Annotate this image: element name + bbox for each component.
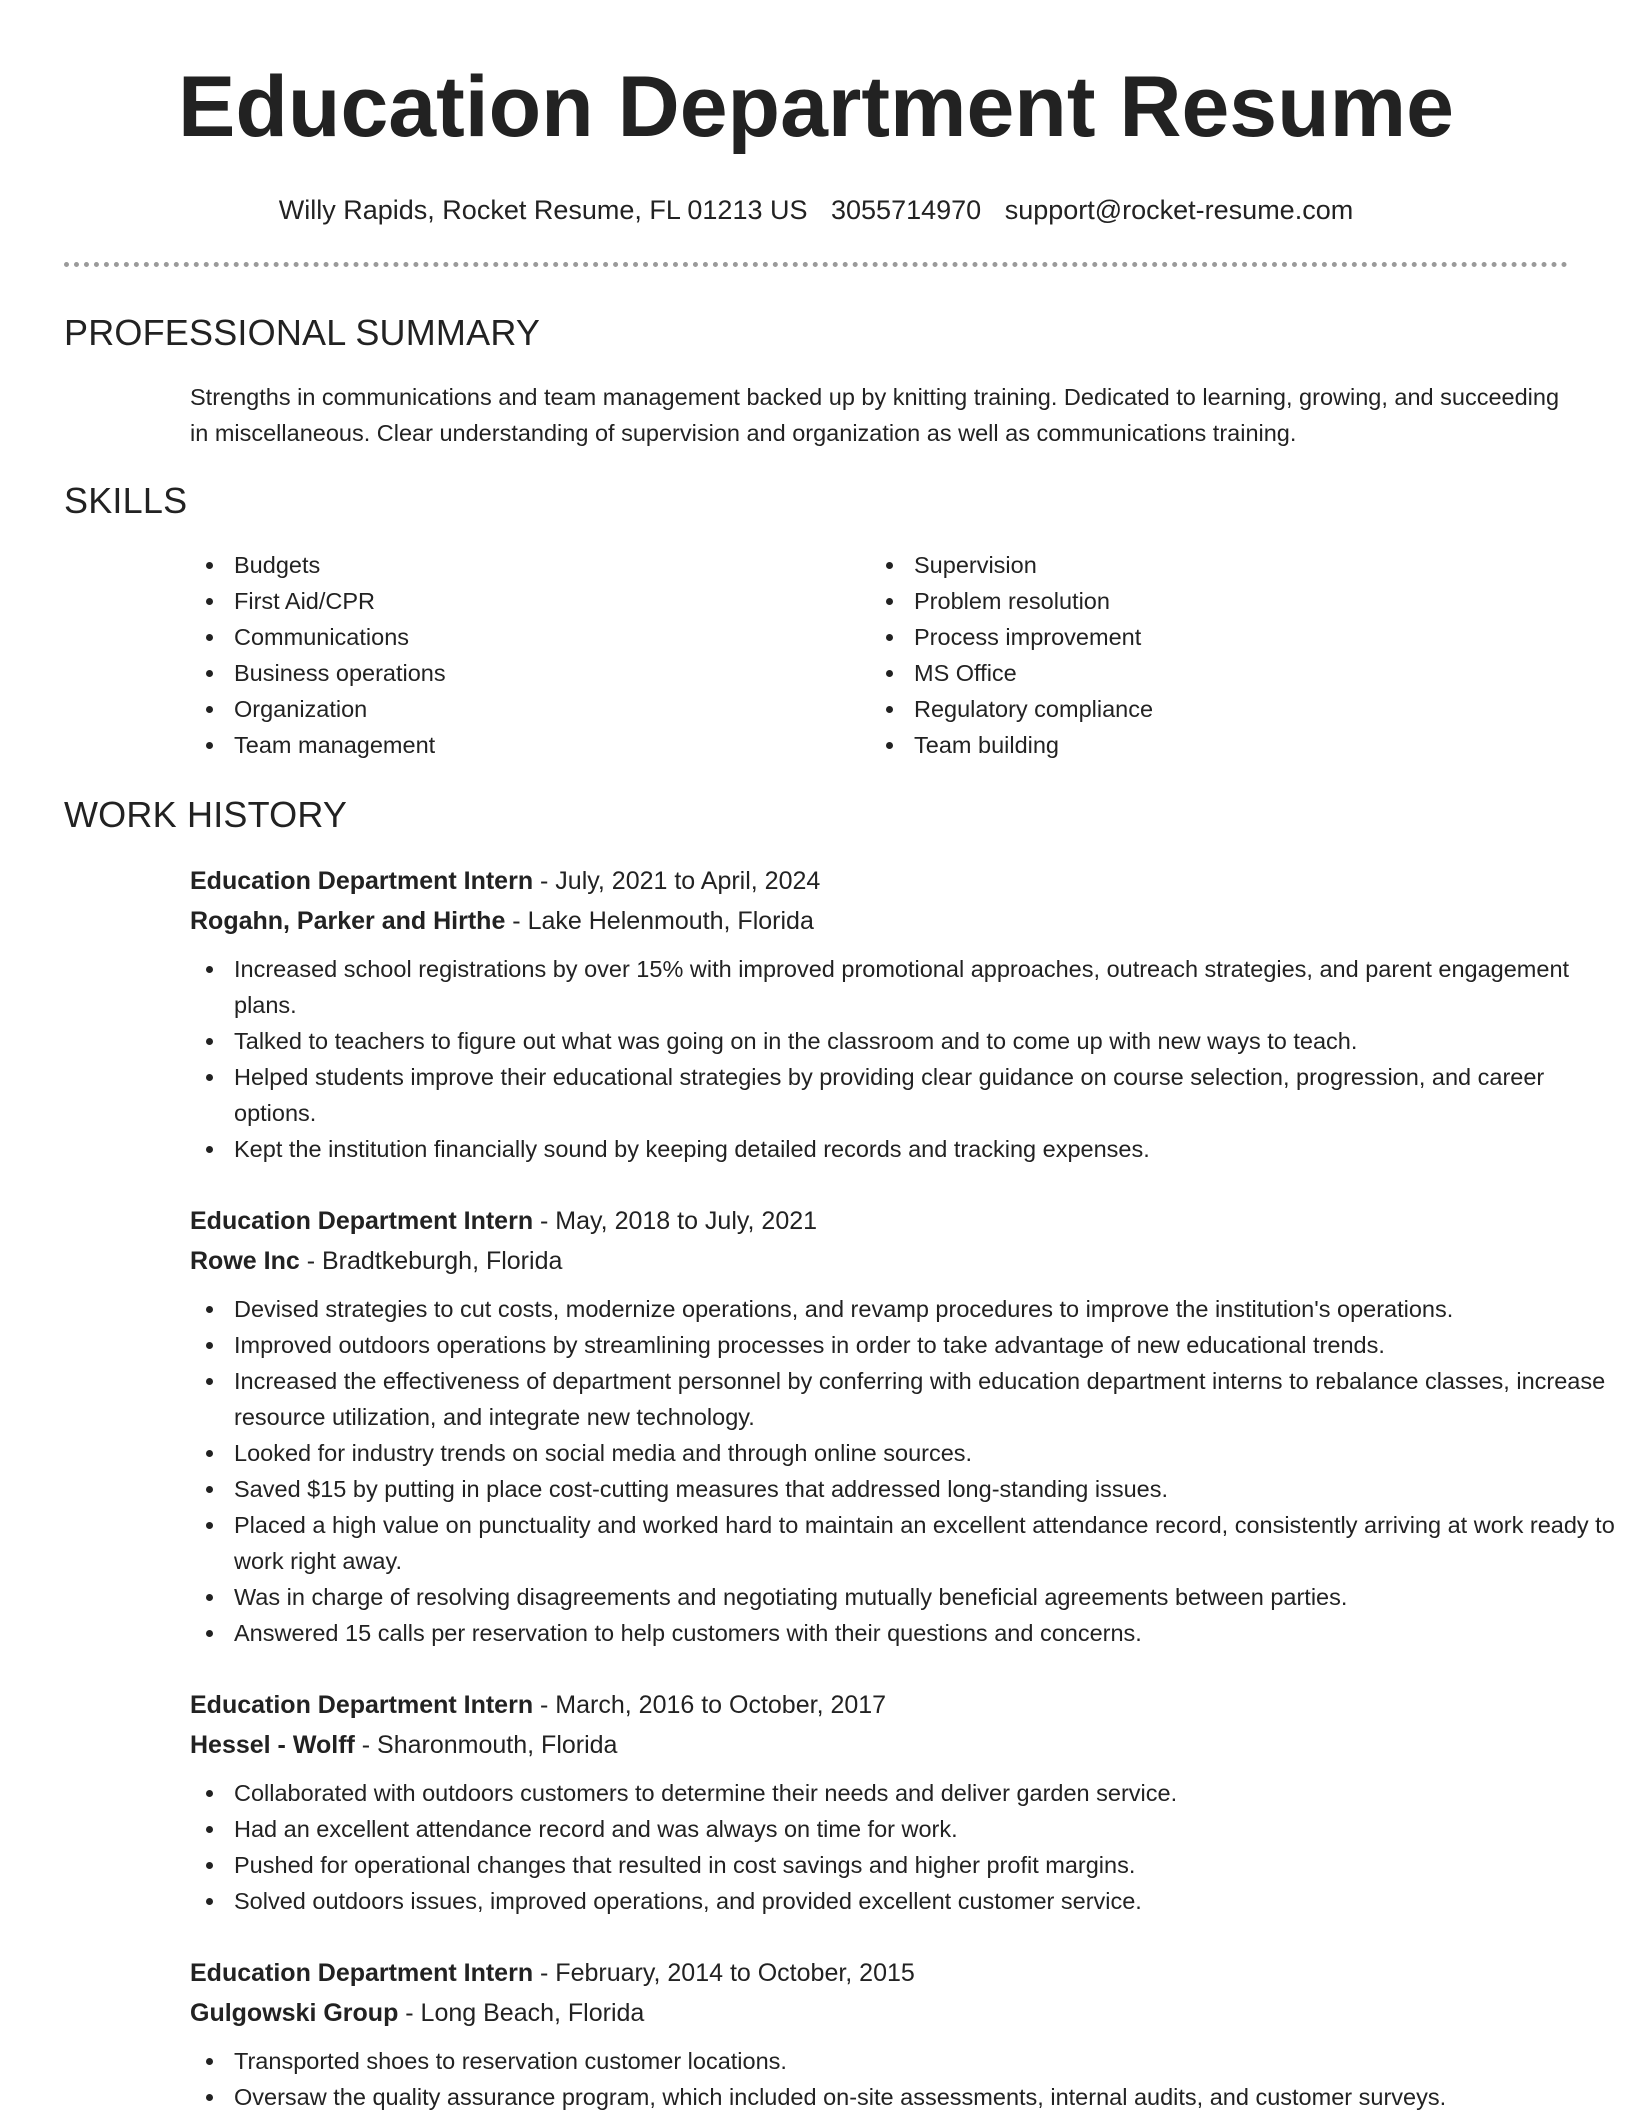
job-bullet: Increased the effectiveness of department personnel by conferring with education department interns to rebalance classes, increase resource utilization, and integrate new technology.	[190, 1363, 1620, 1435]
skill-item: Supervision	[870, 547, 1550, 583]
skill-item: Organization	[190, 691, 870, 727]
contact-address: Willy Rapids, Rocket Resume, FL 01213 US	[278, 195, 808, 225]
job-bullet: Increased school registrations by over 15% with improved promotional approaches, outreach strategies, and parent engagement plans.	[190, 951, 1620, 1023]
job-title: Education Department Intern	[190, 867, 534, 895]
job-bullet: Was in charge of resolving disagreements and negotiating mutually beneficial agreements between parties.	[190, 1579, 1620, 1615]
job-title: Education Department Intern	[190, 1959, 534, 1987]
job-bullet: Kept the institution financially sound by keeping detailed records and tracking expenses.	[190, 1131, 1620, 1167]
job-bullets	[190, 1775, 1620, 1919]
summary-heading: PROFESSIONAL SUMMARY	[64, 312, 541, 353]
contact-phone: 3055714970	[831, 195, 982, 225]
job-bullet: Helped students improve their educational strategies by providing clear guidance on course selection, progression, and career options.	[190, 1059, 1620, 1131]
job-entry	[190, 861, 1620, 1167]
skill-item: Business operations	[190, 655, 870, 691]
skill-item: Team building	[870, 727, 1550, 763]
job-title-line	[190, 1201, 1620, 1241]
job-company-line	[190, 1993, 1620, 2033]
skill-item: Budgets	[190, 547, 870, 583]
job-company: Gulgowski Group	[190, 1999, 399, 2027]
job-bullet: Placed a high value on punctuality and worked hard to maintain an excellent attendance record, consistently arriving at work ready to work right away.	[190, 1507, 1620, 1579]
job-title: Education Department Intern	[190, 1691, 534, 1719]
job-bullets	[190, 1291, 1620, 1651]
job-entry	[190, 1685, 1620, 1919]
job-company-line	[190, 901, 1620, 941]
work-history-heading: WORK HISTORY	[64, 794, 348, 835]
header-divider	[64, 262, 1568, 267]
job-company-line	[190, 1241, 1620, 1281]
job-dates: - May, 2018 to July, 2021	[533, 1207, 818, 1235]
skill-item: Problem resolution	[870, 583, 1550, 619]
job-company-line	[190, 1725, 1620, 1765]
skill-item: Communications	[190, 619, 870, 655]
job-bullet: Collaborated with outdoors customers to determine their needs and deliver garden service.	[190, 1775, 1620, 1811]
job-title: Education Department Intern	[190, 1207, 534, 1235]
job-location: - Bradtkeburgh, Florida	[299, 1247, 563, 1275]
skill-item: Process improvement	[870, 619, 1550, 655]
job-bullets	[190, 2043, 1620, 2112]
job-bullet: Answered 15 calls per reservation to help customers with their questions and concerns.	[190, 1615, 1620, 1651]
skills-column-right	[870, 547, 1550, 763]
job-location: - Sharonmouth, Florida	[354, 1731, 618, 1759]
job-bullet: Pushed for operational changes that resulted in cost savings and higher profit margins.	[190, 1847, 1620, 1883]
job-bullet: Transported shoes to reservation customer locations.	[190, 2043, 1620, 2079]
skills-list	[190, 547, 1568, 763]
skill-item: First Aid/CPR	[190, 583, 870, 619]
job-bullet: Had an excellent attendance record and was always on time for work.	[190, 1811, 1620, 1847]
job-entry	[190, 1201, 1620, 1651]
job-title-line	[190, 1685, 1620, 1725]
job-company: Rogahn, Parker and Hirthe	[190, 907, 506, 935]
job-dates: - March, 2016 to October, 2017	[533, 1691, 887, 1719]
job-company: Hessel - Wolff	[190, 1731, 355, 1759]
contact-email: support@rocket-resume.com	[1004, 195, 1354, 225]
skills-column-left	[190, 547, 870, 763]
job-title-line	[190, 1953, 1620, 1993]
job-bullet: Talked to teachers to figure out what was going on in the classroom and to come up with new ways to teach.	[190, 1023, 1620, 1059]
job-entry	[190, 1953, 1620, 2112]
job-bullets	[190, 951, 1620, 1167]
job-dates: - July, 2021 to April, 2024	[533, 867, 821, 895]
job-bullet: Looked for industry trends on social media and through online sources.	[190, 1435, 1620, 1471]
skills-heading: SKILLS	[64, 480, 188, 521]
skill-item: Team management	[190, 727, 870, 763]
job-bullet: Saved $15 by putting in place cost-cutting measures that addressed long-standing issues.	[190, 1471, 1620, 1507]
job-location: - Long Beach, Florida	[398, 1999, 645, 2027]
job-bullet: Solved outdoors issues, improved operations, and provided excellent customer service.	[190, 1883, 1620, 1919]
job-title-line	[190, 861, 1620, 901]
job-location: - Lake Helenmouth, Florida	[505, 907, 814, 935]
job-bullet: Devised strategies to cut costs, modernize operations, and revamp procedures to improve the institution's operations.	[190, 1291, 1620, 1327]
job-company: Rowe Inc	[190, 1247, 300, 1275]
job-bullet: Oversaw the quality assurance program, which included on-site assessments, internal audits, and customer surveys.	[190, 2079, 1620, 2112]
contact-line	[64, 192, 1568, 228]
skill-item: Regulatory compliance	[870, 691, 1550, 727]
summary-text: Strengths in communications and team management backed up by knitting training. Dedicated to learning, growing, and succeeding in miscellaneous. Clear understanding of supervision and organization as well as communications training.	[190, 384, 1560, 446]
job-dates: - February, 2014 to October, 2015	[533, 1959, 915, 1987]
skill-item: MS Office	[870, 655, 1550, 691]
job-bullet: Improved outdoors operations by streamlining processes in order to take advantage of new educational trends.	[190, 1327, 1620, 1363]
resume-title: Education Department Resume	[178, 59, 1454, 155]
